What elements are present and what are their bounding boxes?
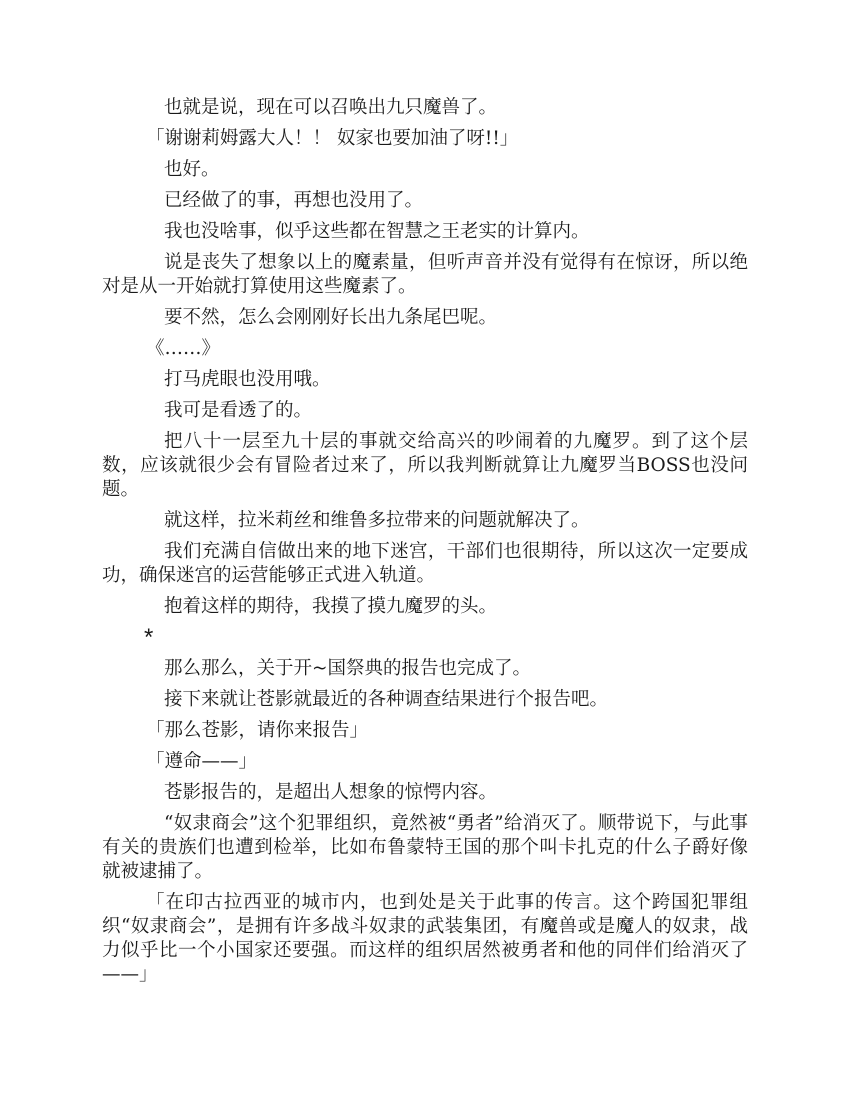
dialogue-paragraph: 「在印古拉西亚的城市内，也到处是关于此事的传言。这个跨国犯罪组织“奴隶商会”，是拥有许多战斗奴隶的武装集团，有魔兽或是魔人的奴隶，战力似乎比一个小国家还要强。而这样的组织居然被勇者和他的同伴们给消灭了——」 [102,892,748,985]
paragraph: 要不然，怎么会刚刚好长出九条尾巴呢。 [164,307,498,328]
paragraph: 也好。 [164,159,220,180]
paragraph: 我也没啥事，似乎这些都在智慧之王老实的计算内。 [164,221,590,242]
paragraph: 抱着这样的期待，我摸了摸九魔罗的头。 [164,596,498,617]
body-text [102,96,748,994]
paragraph: 就这样，拉米莉丝和维鲁多拉带来的问题就解决了。 [164,510,590,531]
paragraph: 我可是看透了的。 [164,400,313,421]
paragraph: 那么那么，关于开~国祭典的报告也完成了。 [164,658,532,679]
dialogue-paragraph: 「那么苍影，请你来报告」 [146,720,369,741]
scene-separator: * [144,624,154,651]
paragraph: 打马虎眼也没用哦。 [164,369,331,390]
paragraph: 把八十一层至九十层的事就交给高兴的吵闹着的九魔罗。到了这个层数，应该就很少会有冒险者过来了，所以我判断就算让九魔罗当BOSS也没问题。 [102,431,748,500]
paragraph: 我们充满自信做出来的地下迷宫，干部们也很期待，所以这次一定要成功，确保迷宫的运营能够正式进入轨道。 [102,541,748,586]
paragraph: 已经做了的事，再想也没用了。 [164,190,424,211]
dialogue-paragraph: 「谢谢莉姆露大人！！ 奴家也要加油了呀!!」 [146,128,519,149]
paragraph: “奴隶商会”这个犯罪组织，竟然被“勇者”给消灭了。顺带说下，与此事有关的贵族们也遭到检举，比如布鲁蒙特王国的那个叫卡扎克的什么子爵好像就被逮捕了。 [102,813,748,882]
paragraph: 接下来就让苍影就最近的各种调查结果进行个报告吧。 [164,689,609,710]
dialogue-paragraph: 「遵命——」 [146,751,258,772]
paragraph: 苍影报告的，是超出人想象的惊愕内容。 [164,782,498,803]
paragraph: 也就是说，现在可以召唤出九只魔兽了。 [164,97,498,118]
paragraph: 说是丧失了想象以上的魔素量，但听声音并没有觉得有在惊讶，所以绝对是从一开始就打算使用这些魔素了。 [102,252,748,297]
dialogue-paragraph: 《……》 [146,338,221,359]
